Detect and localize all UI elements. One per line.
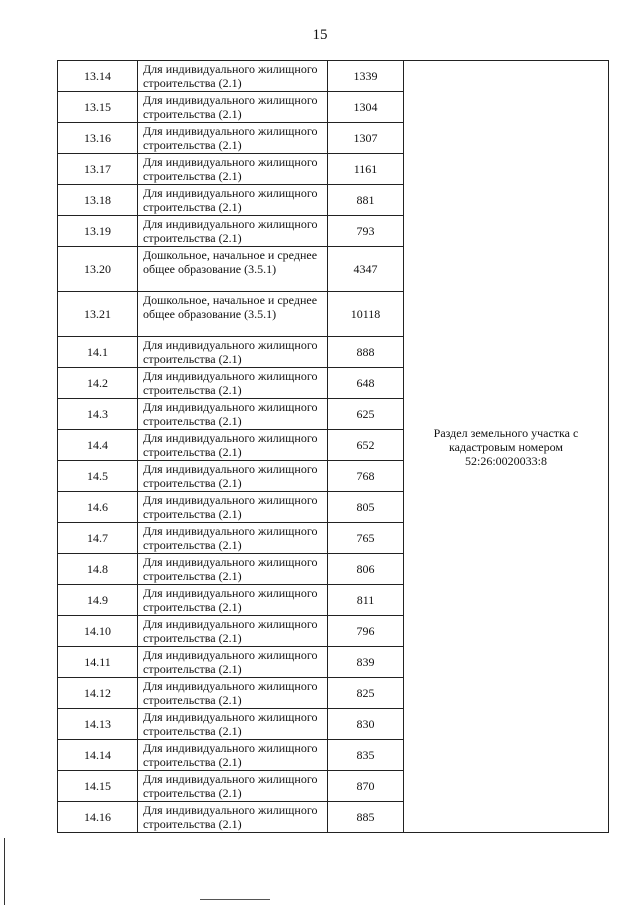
plot-number: 14.14	[58, 740, 138, 771]
plot-area: 10118	[328, 292, 404, 337]
plot-number: 14.15	[58, 771, 138, 802]
plot-number: 13.20	[58, 247, 138, 292]
permitted-use: Для индивидуального жилищного строительства (2.1)	[138, 92, 328, 123]
permitted-use: Для индивидуального жилищного строительства (2.1)	[138, 802, 328, 833]
permitted-use: Для индивидуального жилищного строительства (2.1)	[138, 647, 328, 678]
plot-area: 806	[328, 554, 404, 585]
plot-area: 881	[328, 185, 404, 216]
plot-number: 13.21	[58, 292, 138, 337]
plot-number: 13.17	[58, 154, 138, 185]
plot-number: 14.16	[58, 802, 138, 833]
plot-area: 839	[328, 647, 404, 678]
plot-area: 885	[328, 802, 404, 833]
plot-area: 805	[328, 492, 404, 523]
plot-division-note: Раздел земельного участка с кадастровым номером 52:26:0020033:8	[404, 61, 609, 833]
plot-number: 14.7	[58, 523, 138, 554]
plot-area: 793	[328, 216, 404, 247]
permitted-use: Для индивидуального жилищного строительства (2.1)	[138, 461, 328, 492]
plot-area: 796	[328, 616, 404, 647]
plot-area: 888	[328, 337, 404, 368]
permitted-use: Для индивидуального жилищного строительства (2.1)	[138, 709, 328, 740]
plot-area: 830	[328, 709, 404, 740]
table-body	[58, 61, 609, 833]
plot-area: 652	[328, 430, 404, 461]
plot-number: 14.10	[58, 616, 138, 647]
permitted-use: Для индивидуального жилищного строительства (2.1)	[138, 368, 328, 399]
plot-number: 13.19	[58, 216, 138, 247]
plot-number: 13.18	[58, 185, 138, 216]
permitted-use: Для индивидуального жилищного строительства (2.1)	[138, 154, 328, 185]
permitted-use: Для индивидуального жилищного строительства (2.1)	[138, 61, 328, 92]
bottom-rule	[200, 899, 270, 900]
permitted-use: Для индивидуального жилищного строительства (2.1)	[138, 430, 328, 461]
permitted-use: Для индивидуального жилищного строительства (2.1)	[138, 523, 328, 554]
plot-number: 14.1	[58, 337, 138, 368]
plot-area: 1161	[328, 154, 404, 185]
plot-area: 811	[328, 585, 404, 616]
plot-number: 14.13	[58, 709, 138, 740]
plot-number: 13.15	[58, 92, 138, 123]
scan-edge-line	[4, 838, 5, 905]
plot-number: 13.16	[58, 123, 138, 154]
plot-area: 625	[328, 399, 404, 430]
permitted-use: Дошкольное, начальное и среднее общее образование (3.5.1)	[138, 247, 328, 292]
plot-area: 835	[328, 740, 404, 771]
permitted-use: Для индивидуального жилищного строительства (2.1)	[138, 554, 328, 585]
page-number: 15	[312, 27, 328, 43]
plot-number: 14.4	[58, 430, 138, 461]
plot-number: 14.8	[58, 554, 138, 585]
permitted-use: Для индивидуального жилищного строительства (2.1)	[138, 123, 328, 154]
plot-area: 765	[328, 523, 404, 554]
plot-number: 14.5	[58, 461, 138, 492]
plot-number: 14.9	[58, 585, 138, 616]
permitted-use: Для индивидуального жилищного строительства (2.1)	[138, 337, 328, 368]
plot-number: 14.12	[58, 678, 138, 709]
plot-number: 14.2	[58, 368, 138, 399]
plot-area: 870	[328, 771, 404, 802]
plot-area: 648	[328, 368, 404, 399]
table-row	[58, 61, 609, 92]
permitted-use: Для индивидуального жилищного строительства (2.1)	[138, 585, 328, 616]
plot-area: 1339	[328, 61, 404, 92]
permitted-use: Дошкольное, начальное и среднее общее образование (3.5.1)	[138, 292, 328, 337]
plot-number: 14.6	[58, 492, 138, 523]
plot-number: 14.3	[58, 399, 138, 430]
permitted-use: Для индивидуального жилищного строительства (2.1)	[138, 616, 328, 647]
permitted-use: Для индивидуального жилищного строительства (2.1)	[138, 771, 328, 802]
plot-area: 825	[328, 678, 404, 709]
plot-number: 13.14	[58, 61, 138, 92]
plot-area: 1307	[328, 123, 404, 154]
permitted-use: Для индивидуального жилищного строительства (2.1)	[138, 185, 328, 216]
permitted-use: Для индивидуального жилищного строительства (2.1)	[138, 492, 328, 523]
plot-area: 1304	[328, 92, 404, 123]
permitted-use: Для индивидуального жилищного строительства (2.1)	[138, 216, 328, 247]
plot-area: 4347	[328, 247, 404, 292]
land-plots-table	[57, 60, 609, 833]
plot-number: 14.11	[58, 647, 138, 678]
permitted-use: Для индивидуального жилищного строительства (2.1)	[138, 399, 328, 430]
plot-area: 768	[328, 461, 404, 492]
permitted-use: Для индивидуального жилищного строительства (2.1)	[138, 740, 328, 771]
permitted-use: Для индивидуального жилищного строительства (2.1)	[138, 678, 328, 709]
